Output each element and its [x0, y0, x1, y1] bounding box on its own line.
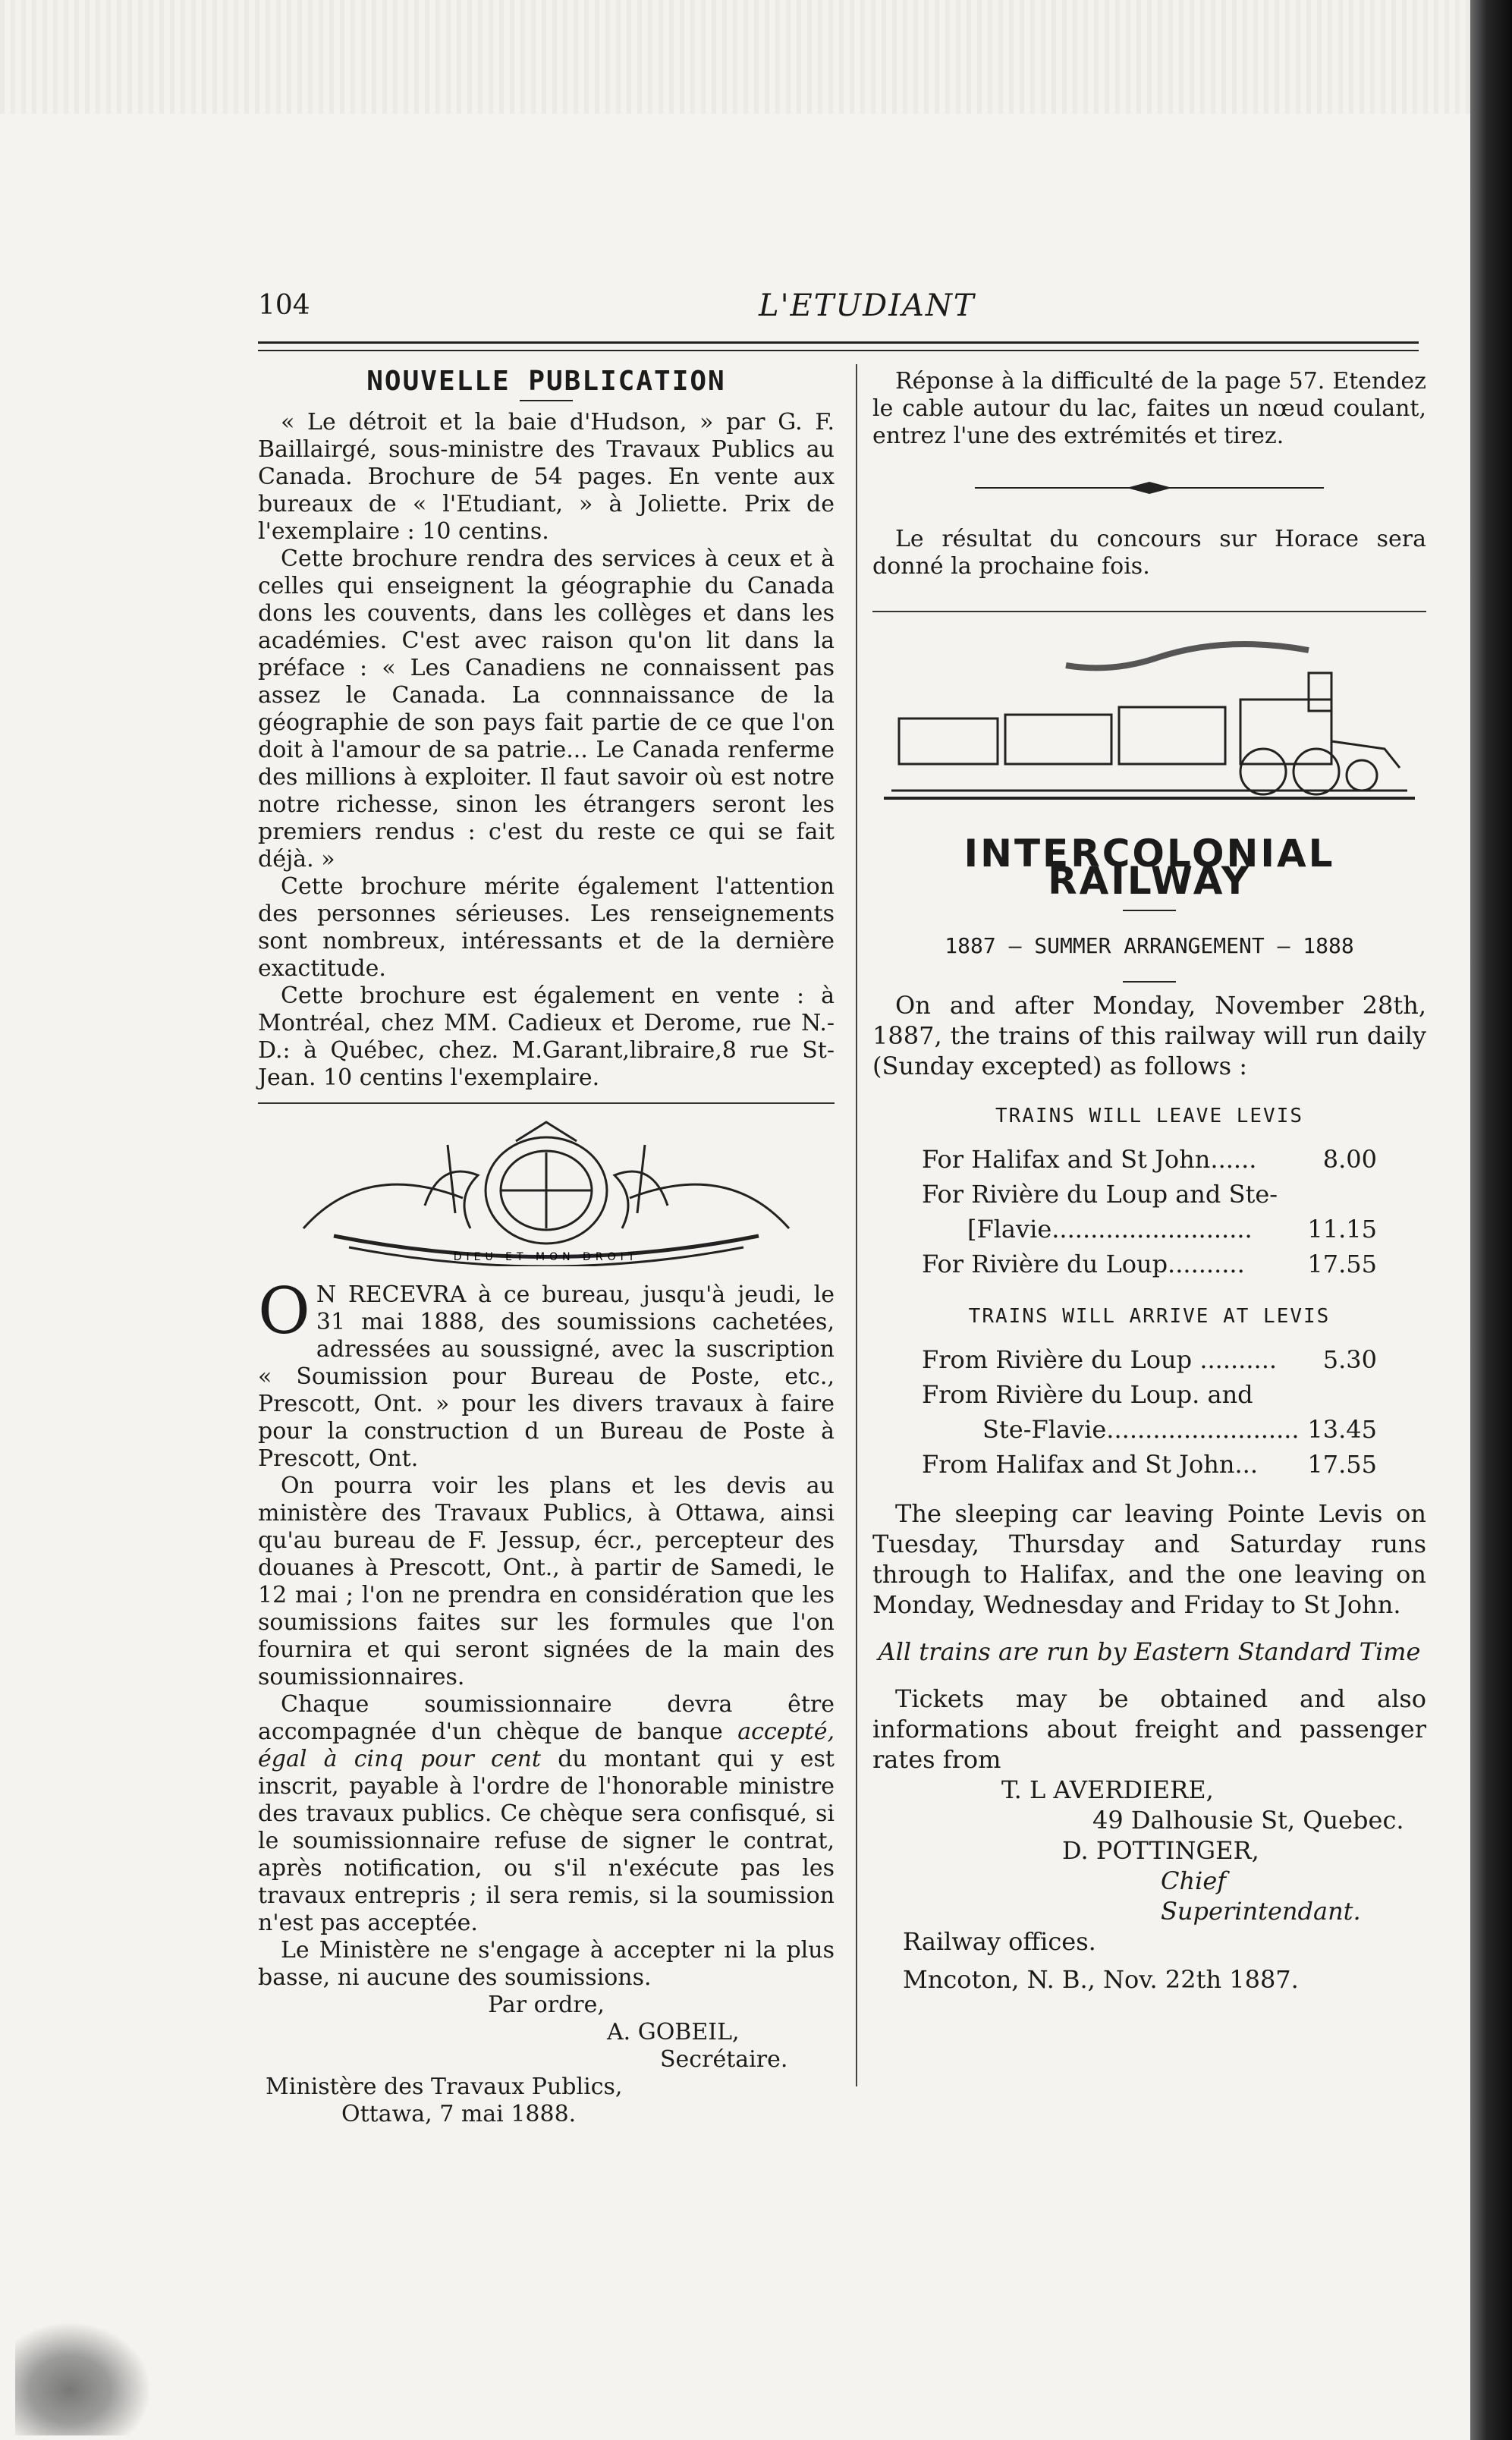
route: For Rivière du Loup and Ste- [922, 1180, 1278, 1209]
timetable-row [922, 1247, 1377, 1281]
locomotive-train-icon [884, 627, 1415, 810]
route: [Flavie.......................... [967, 1215, 1253, 1244]
paragraph: Cette brochure est également en vente : à Montréal, chez MM. Cadieux et Derome, rue N.-D.: à Québec, chez. M.Garant,libraire,8 rue St-Jean. 10 centins l'exemplaire. [258, 983, 835, 1091]
standard-time-note: All trains are run by Eastern Standard Time [878, 1637, 1421, 1666]
time: 5.30 [1322, 1345, 1377, 1374]
header-rule [258, 341, 1419, 351]
arrive-timetable [922, 1342, 1377, 1482]
place-date: Mncoton, N. B., Nov. 22th 1887. [903, 1965, 1299, 1994]
crest-motto: DIEU ET MON DROIT [453, 1251, 640, 1263]
arrangement-heading: 1887 — SUMMER ARRANGEMENT — 1888 [945, 933, 1354, 958]
page-number: 104 [258, 290, 310, 321]
time: 13.45 [1307, 1415, 1377, 1444]
signer-name: A. GOBEIL, [607, 2019, 740, 2045]
timetable-row [922, 1447, 1377, 1482]
timetable-row [922, 1377, 1377, 1412]
left-column [258, 368, 835, 2128]
time: 11.15 [1307, 1215, 1377, 1244]
time: 17.55 [1307, 1450, 1377, 1479]
place-date: Ottawa, 7 mai 1888. [341, 2101, 577, 2127]
drop-cap: O [258, 1274, 310, 1348]
paragraph [258, 1691, 835, 1937]
notice-paragraph [258, 1274, 835, 1473]
route: For Halifax and St John...... [922, 1145, 1257, 1174]
paragraph: Tickets may be obtained and also informations about freight and passenger rates from [872, 1684, 1426, 1774]
paragraph: Cette brochure mérite également l'attention des personnes sérieuses. Les renseignements sont nombreux, intéressants et de la dernière exactitude. [258, 873, 835, 982]
leave-heading: TRAINS WILL LEAVE LEVIS [995, 1105, 1304, 1127]
right-column [872, 368, 1426, 1995]
agent-name: T. L AVERDIERE, [1001, 1775, 1214, 1804]
running-title: L'ETUDIANT [759, 288, 976, 323]
paragraph: Le résultat du concours sur Horace sera donné la prochaine fois. [872, 526, 1426, 580]
title-rule [1123, 981, 1176, 983]
paragraph: Le Ministère ne s'engage à accepter ni la plus basse, ni aucune des soumissions. [258, 1937, 835, 1991]
ornament-rule-icon [975, 480, 1324, 495]
title-rule [1123, 910, 1176, 911]
notice-text: du montant qui y est inscrit, payable à l'ordre de l'honorable ministre des travaux publics. Ce chèque sera confisqué, si le soumissionnaire refuse de signer le contrat, après notification, ou s'il n'exécute pas les travaux entrepris ; il sera remis, si la soumission n'est pas acceptée. [258, 1746, 835, 1936]
offices: Railway offices. [903, 1927, 1096, 1956]
par-ordre: Par ordre, [488, 1992, 605, 2018]
timetable-row [922, 1412, 1377, 1447]
signer-title: Secrétaire. [660, 2046, 788, 2073]
agent-title: Chief Superintendant. [1161, 1866, 1361, 1926]
timetable-row [922, 1142, 1377, 1177]
column-divider [856, 364, 857, 2086]
emphasis-text: accepté, égal à cinq pour cent [258, 1718, 835, 1772]
timetable-row [922, 1212, 1377, 1247]
agent-address: 49 Dalhousie St, Quebec. [1092, 1806, 1404, 1835]
agent-name: D. POTTINGER, [1062, 1836, 1259, 1865]
royal-coat-of-arms-icon [273, 1115, 819, 1266]
time: 17.55 [1307, 1250, 1377, 1278]
notice-text: Chaque soumissionnaire devra être accompagnée d'un chèque de banque [258, 1691, 835, 1745]
binding-edge [1470, 0, 1512, 2440]
railway-title: INTERCOLONIAL RAILWAY [963, 832, 1335, 903]
route: From Halifax and St John... [922, 1450, 1258, 1479]
section-divider [872, 611, 1426, 612]
route: For Rivière du Loup.......... [922, 1250, 1245, 1278]
paragraph: The sleeping car leaving Pointe Levis on Tuesday, Thursday and Saturday runs through to Halifax, and the one leaving on Monday, Wednesday and Friday to St John. [872, 1499, 1426, 1619]
paragraph: Réponse à la difficulté de la page 57. Etendez le cable autour du lac, faites un nœud coulant, entrez l'une des extrémités et tirez. [872, 368, 1426, 449]
paragraph: « Le détroit et la baie d'Hudson, » par G. F. Baillairgé, sous-ministre des Travaux Publics au Canada. Brochure de 54 pages. En vente aux bureaux de « l'Etudiant, » à Joliette. Prix de l'exemplaire : 10 centins. [258, 409, 835, 545]
time: 8.00 [1322, 1145, 1377, 1174]
timetable-row [922, 1177, 1377, 1212]
title-rule [520, 400, 573, 401]
timetable-row [922, 1342, 1377, 1377]
route: Ste-Flavie......................... [982, 1415, 1300, 1444]
paragraph: On pourra voir les plans et les devis au ministère des Travaux Publics, à Ottawa, ainsi qu'au bureau de F. Jessup, écr., percepteur des douanes à Prescott, Ont., à partir de Samedi, le 12 mai ; l'on ne prendra en considération que les soumissions faites sur les formules que l'on fournira et qui seront signées de la main des soumissionnaires. [258, 1473, 835, 1690]
leave-timetable [922, 1142, 1377, 1281]
section-divider [258, 1102, 835, 1104]
section-title: NOUVELLE PUBLICATION [366, 366, 726, 397]
ink-blot [15, 2322, 152, 2435]
paragraph: Cette brochure rendra des services à ceux et à celles qui enseignent la géographie du Canada dons les couvents, dans les collèges et dans les académies. C'est avec raison qu'on lit dans la préface : « Les Canadiens ne connaissent pas assez le Canada. La connnaissance de la géographie de son pays fait partie de ce que l'on doit à l'amour de sa patrie... Le Canada renferme des millions à exploiter. Il faut savoir où est notre notre richesse, sinon les étrangers seront les premiers rendus : c'est du reste ce qui se fait déjà. » [258, 546, 835, 873]
route: From Rivière du Loup .......... [922, 1345, 1278, 1374]
ministry: Ministère des Travaux Publics, [266, 2074, 623, 2100]
paragraph: On and after Monday, November 28th, 1887, the trains of this railway will run daily (Sunday excepted) as follows : [872, 991, 1426, 1080]
scan-noise [0, 0, 1512, 114]
notice-text: N RECEVRA à ce bureau, jusqu'à jeudi, le 31 mai 1888, des soumissions cachetées, adressées au soussigné, avec la suscription « Soumission pour Bureau de Poste, etc., Prescott, Ont. » pour les divers travaux à faire pour la construction d un Bureau de Poste à Prescott, Ont. [258, 1281, 835, 1472]
arrive-heading: TRAINS WILL ARRIVE AT LEVIS [968, 1305, 1331, 1328]
route: From Rivière du Loup. and [922, 1380, 1253, 1409]
